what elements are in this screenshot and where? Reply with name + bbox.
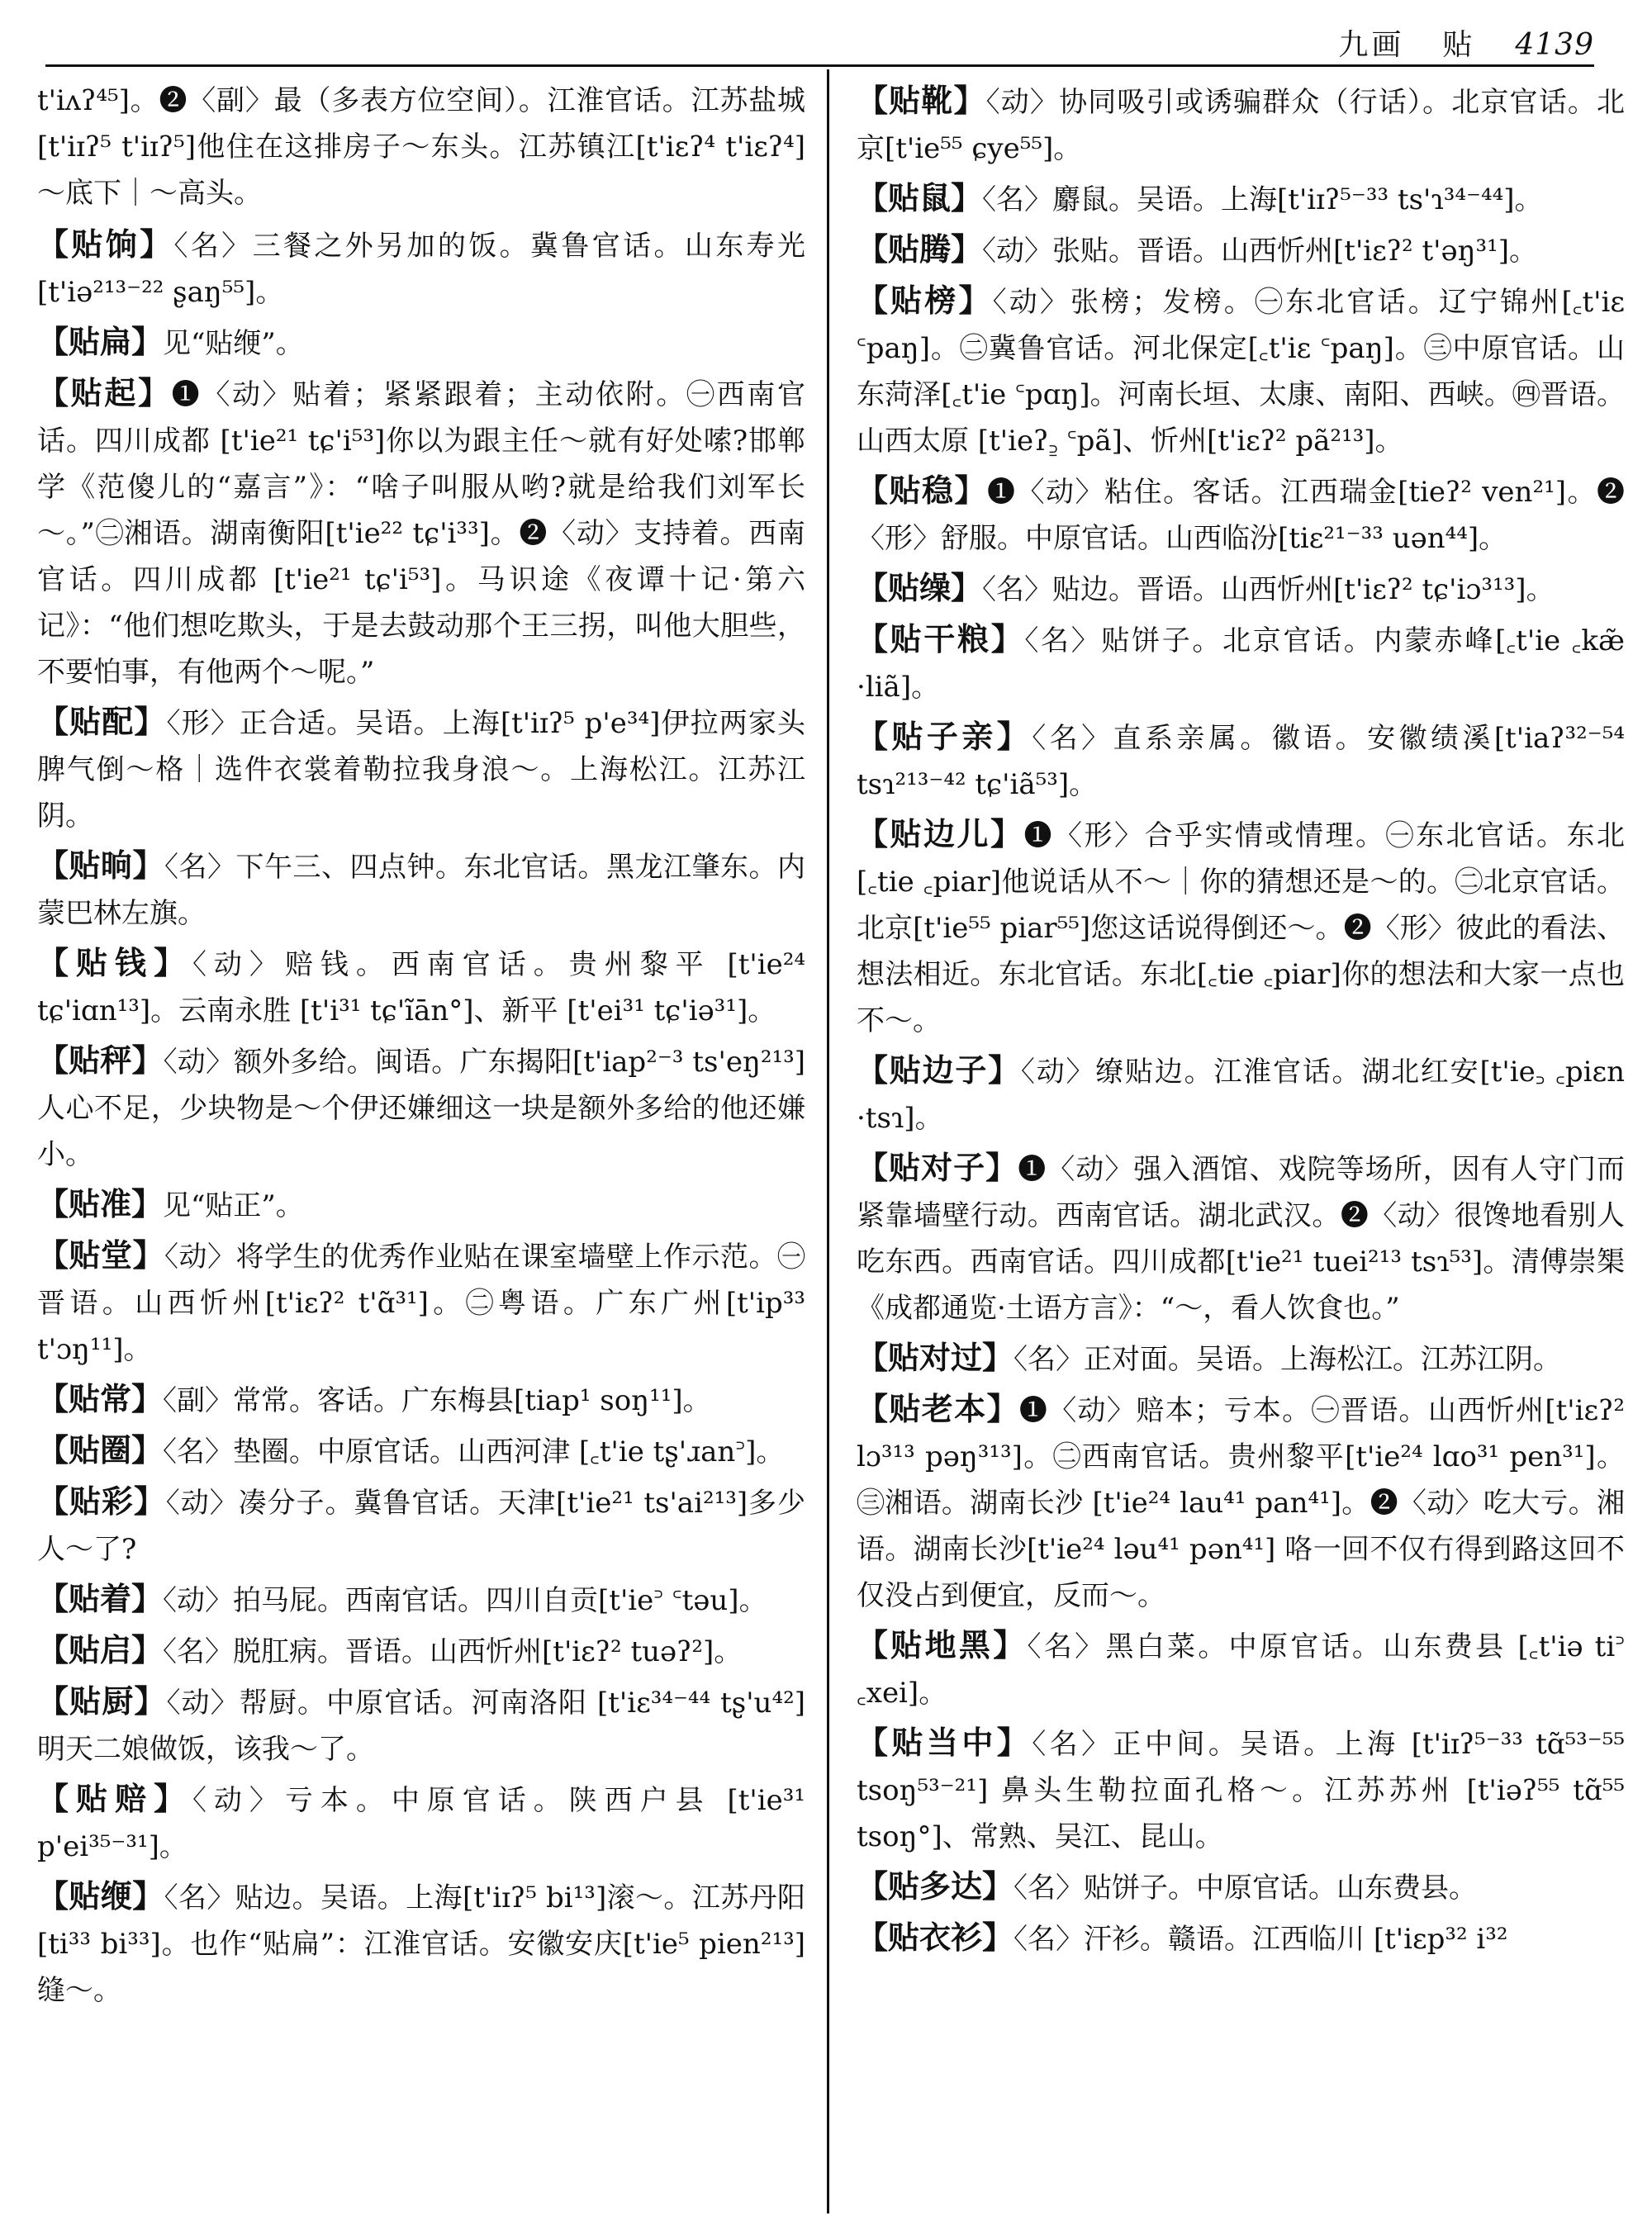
dictionary-entry (857, 1914, 1625, 1962)
entry-headword: 【贴准】 (37, 1185, 164, 1222)
entry-headword: 【贴扁】 (37, 323, 164, 360)
dictionary-entry (857, 278, 1625, 464)
entry-definition: 〈动〉额外多给。闽语。广东揭阳[t'iap²⁻³ ts'eŋ²¹³] 人心不足，少块物是～个伊还嫌细这一块是额外多给的他还嫌小。 (37, 1046, 805, 1171)
entry-definition: 〈动〉帮厨。中原官话。河南洛阳 [t'iɛ³⁴⁻⁴⁴ tʂ'u⁴²]明天二娘做饭，该我～了。 (37, 1687, 805, 1766)
page-header (45, 18, 1594, 62)
entry-headword: 【贴堂】 (37, 1236, 164, 1274)
dictionary-entry (37, 1678, 805, 1772)
header-section: 九画 (1338, 28, 1405, 62)
entry-definition: 〈动〉缭贴边。江淮官话。湖北红安[t'ie꜆ ꜀piɛn ·tsɿ]。 (857, 1056, 1625, 1135)
entry-headword: 【贴启】 (37, 1631, 164, 1668)
entry-definition: 〈名〉贴边。吴语。上海[t'iɪʔ⁵ bi¹³]滚～。江苏丹阳[ti³³ bi³³]。也作“贴扁”：江淮官话。安徽安庆[t'ie⁵ pien²¹³]缝～。 (37, 1881, 805, 2007)
dictionary-entry (37, 78, 805, 216)
entry-headword: 【贴多达】 (857, 1867, 1014, 1905)
entry-headword: 【贴秤】 (37, 1041, 164, 1079)
dictionary-entry (857, 1720, 1625, 1860)
dictionary-entry (857, 1047, 1625, 1141)
entry-definition: 〈动〉亏本。中原官话。陕西户县 [t'ie³¹ p'ei³⁵⁻³¹]。 (37, 1784, 805, 1863)
entry-definition: 〈动〉协同吸引或诱骗群众（行话）。北京官话。北京[t'ie⁵⁵ ɕye⁵⁵]。 (857, 86, 1625, 165)
entry-definition: 〈名〉脱肛病。晋语。山西忻州[t'iɛʔ² tuəʔ²]。 (163, 1635, 743, 1668)
dictionary-entry (37, 1627, 805, 1675)
entry-definition: 〈动〉张贴。晋语。山西忻州[t'iɛʔ² t'əŋ³¹]。 (982, 235, 1537, 268)
entry-headword: 【贴腾】 (857, 230, 983, 268)
entry-definition: 〈动〉赔钱。西南官话。贵州黎平 [t'ie²⁴ tɕ'iɑn¹³]。云南永胜 [t'i³¹ tɕ'ĩān°]、新平 [t'ei³¹ tɕ'iə³¹]。 (37, 948, 805, 1027)
dictionary-entry (857, 616, 1625, 710)
dictionary-entry (37, 1232, 805, 1373)
entry-definition: 〈名〉垫圈。中原官话。山西河津 [꜀t'ie tʂ'ɹan꜄]。 (163, 1435, 785, 1468)
entry-headword: 【贴缲】 (857, 569, 983, 606)
entry-definition: 〈名〉贴饼子。北京官话。内蒙赤峰[꜀t'ie ꜀kæ̃ ·liã]。 (857, 624, 1625, 704)
entry-headword: 【贴衣衫】 (857, 1919, 1014, 1956)
dictionary-entry (857, 467, 1625, 562)
dictionary-entry (857, 565, 1625, 613)
entry-headword: 【贴着】 (37, 1580, 164, 1617)
entry-definition: 见“贴缏”。 (163, 327, 304, 360)
entry-headword: 【贴彩】 (37, 1483, 166, 1520)
entry-definition: 〈动〉凑分子。冀鲁官话。天津[t'ie²¹ ts'ai²¹³]多少人～了? (37, 1487, 805, 1566)
entry-definition: 〈名〉三餐之外另加的饭。冀鲁官话。山东寿光[t'iə²¹³⁻²² ʂaŋ⁵⁵]。 (37, 230, 805, 309)
entry-headword: 【贴当中】 (857, 1724, 1032, 1761)
dictionary-entry (37, 1181, 805, 1229)
dictionary-entry (37, 1873, 805, 2014)
dictionary-entry (37, 1576, 805, 1624)
header-rule (45, 64, 1594, 67)
entry-definition: 〈名〉贴饼子。中原官话。山东费县。 (1014, 1872, 1478, 1905)
entry-headword: 【贴子亲】 (857, 718, 1032, 755)
dictionary-entry (857, 1386, 1625, 1619)
entry-definition: ❶〈动〉贴着；紧紧跟着；主动依附。㊀西南官话。四川成都 [t'ie²¹ tɕ'i⁵³]你以为跟主任～就有好处嗦?邯郸学《范傻儿的“嘉言”》：“啥子叫服从哟?就是给我们刘军长～。”㊁湘语。湖南衡阳[t'ie²² tɕ'i³³]。❷〈动〉支持着。西南官话。四川成都 [t'ie²¹ tɕ'i⁵³]。马识途《夜谭十记·第六记》：“他们想吃欺头，于是去鼓动那个王三拐，叫他大胆些，不要怕事，有他两个～呢。” (37, 378, 805, 689)
entry-definition: 〈名〉正中间。吴语。上海 [t'iɪʔ⁵⁻³³ tɑ̃⁵³⁻⁵⁵ tsoŋ⁵³⁻²¹] 鼻头生勒拉面孔格～。江苏苏州 [t'iəʔ⁵⁵ tɑ̃⁵⁵ tsoŋ°]、常熟、吴江、昆山。 (857, 1728, 1625, 1853)
entry-definition: 〈名〉贴边。晋语。山西忻州[t'iɛʔ² tɕ'iɔ³¹³]。 (982, 573, 1555, 606)
entry-definition: ❶〈形〉合乎实情或情理。㊀东北官话。东北[꜀tie ꜀piar]他说话从不～｜你的猜想还是～的。㊁北京官话。北京[t'ie⁵⁵ piar⁵⁵]您这话说得倒还～。❷〈形〉彼此的看法、想法相近。东北官话。东北[꜀tie ꜀piar]你的想法和大家一点也不～。 (857, 819, 1625, 1037)
dictionary-entry (37, 842, 805, 937)
entry-headword: 【贴边儿】 (857, 815, 1024, 852)
entry-headword: 【贴鼠】 (857, 179, 983, 216)
entry-headword: 【贴钱】 (37, 944, 192, 981)
entry-definition: 〈动〉将学生的优秀作业贴在课室墙壁上作示范。㊀晋语。山西忻州[t'iɛʔ² t'ɑ̃³¹]。㊁粤语。广东广州[t'ip³³ t'ɔŋ¹¹]。 (37, 1241, 805, 1366)
entry-definition: 〈副〉常常。客话。广东梅县[tiap¹ soŋ¹¹]。 (163, 1384, 711, 1417)
entry-headword: 【贴常】 (37, 1380, 164, 1417)
dictionary-entry (37, 370, 805, 695)
page-number: 4139 (1515, 28, 1594, 62)
entry-definition: 〈名〉正对面。吴语。上海松江。江苏江阴。 (1014, 1343, 1562, 1376)
dictionary-entry (857, 1863, 1625, 1911)
dictionary-entry (37, 699, 805, 839)
entry-headword: 【贴缏】 (37, 1877, 164, 1914)
dictionary-entry (857, 175, 1625, 223)
right-column (857, 78, 1625, 2213)
dictionary-entry (857, 714, 1625, 808)
entry-definition: 〈名〉汗衫。赣语。江西临川 [t'iɛp³² i³² (1014, 1923, 1508, 1956)
entry-definition: t'iʌʔ⁴⁵]。❷〈副〉最（多表方位空间）。江淮官话。江苏盐城[t'iɪʔ⁵ t'iɪʔ⁵]他住在这排房子～东头。江苏镇江[t'iɛʔ⁴ t'iɛʔ⁴]～底下｜～高头。 (37, 84, 805, 210)
entry-headword: 【贴老本】 (857, 1390, 1019, 1427)
entry-definition: 〈动〉张榜；发榜。㊀东北官话。辽宁锦州[꜀t'iɛ ꜂paŋ]。㊁冀鲁官话。河北保定[꜀t'iɛ ꜂paŋ]。㊂中原官话。山东菏泽[꜀t'ie ꜂pɑŋ]。河南长垣、太康、南阳、西峡。㊃晋语。山西太原 [t'ieʔ꜇ ꜂pã]、忻州[t'iɛʔ² pã²¹³]。 (857, 286, 1625, 458)
dictionary-entry (37, 940, 805, 1034)
dictionary-entry (37, 221, 805, 316)
entry-definition: ❶〈动〉粘住。客话。江西瑞金[tieʔ² ven²¹]。❷〈形〉舒服。中原官话。山西临汾[tiɛ²¹⁻³³ uən⁴⁴]。 (857, 476, 1625, 555)
entry-headword: 【贴起】 (37, 374, 172, 411)
entry-headword: 【贴配】 (37, 703, 167, 740)
entry-headword: 【贴稳】 (857, 472, 988, 509)
dictionary-entry (37, 1478, 805, 1573)
header-head-char: 贴 (1442, 28, 1478, 62)
entry-headword: 【贴赔】 (37, 1780, 192, 1817)
dictionary-entry (37, 1427, 805, 1475)
entry-definition: ❶〈动〉赔本；亏本。㊀晋语。山西忻州[t'iɛʔ² lɔ³¹³ pəŋ³¹³]。㊁西南官话。贵州黎平[t'ie²⁴ lɑo³¹ pen³¹]。㊂湘语。湖南长沙 [t'ie²⁴ lau⁴¹ pan⁴¹]。❷〈动〉吃大亏。湘语。湖南长沙[t'ie²⁴ ləu⁴¹ pən⁴¹] 咯一回不仅冇得到路这回不仅没占到便宜，反而～。 (857, 1394, 1625, 1612)
entry-headword: 【贴对子】 (857, 1149, 1018, 1186)
entry-definition: 〈名〉黑白菜。中原官话。山东费县 [꜀t'iə ti꜄ ꜀xei]。 (857, 1630, 1625, 1710)
entry-headword: 【贴边子】 (857, 1051, 1021, 1089)
entry-definition: 〈名〉麝鼠。吴语。上海[t'iɪʔ⁵⁻³³ ts'ɿ³⁴⁻⁴⁴]。 (982, 183, 1543, 216)
entry-headword: 【贴干粮】 (857, 620, 1025, 657)
running-head (1338, 21, 1594, 64)
dictionary-entry (857, 1335, 1625, 1383)
dictionary-entry (37, 1037, 805, 1178)
dictionary-entry (857, 1145, 1625, 1331)
entry-definition: 〈动〉拍马屁。西南官话。四川自贡[t'ie꜄ ꜂tәu]。 (163, 1584, 767, 1617)
entry-headword: 【贴靴】 (857, 82, 986, 119)
dictionary-entry (857, 78, 1625, 172)
column-divider (827, 69, 829, 2213)
entry-headword: 【贴榜】 (857, 282, 993, 319)
dictionary-entry (857, 226, 1625, 274)
entry-definition: 〈形〉正合适。吴语。上海[t'iɪʔ⁵ p'e³⁴]伊拉两家头脾气倒～格｜选件衣裳着勒拉我身浪～。上海松江。江苏江阴。 (37, 707, 805, 833)
entry-headword: 【贴厨】 (37, 1682, 167, 1720)
entry-headword: 【贴地黑】 (857, 1626, 1028, 1663)
dictionary-entry (857, 811, 1625, 1044)
entry-definition: 〈名〉直系亲属。徽语。安徽绩溪[t'iaʔ³²⁻⁵⁴ tsɿ²¹³⁻⁴² tɕ'iã⁵³]。 (857, 722, 1625, 801)
entry-definition: 〈名〉下午三、四点钟。东北官话。黑龙江肇东。内蒙巴林左旗。 (37, 851, 805, 930)
left-column (37, 78, 805, 2213)
entry-definition: ❶〈动〉强入酒馆、戏院等场所，因有人守门而紧靠墙壁行动。西南官话。湖北武汉。❷〈动〉很馋地看别人吃东西。西南官话。四川成都[t'ie²¹ tuei²¹³ tsɿ⁵³]。清傅崇榘《成都通览·土语方言》：“～，看人饮食也。” (857, 1153, 1625, 1325)
dictionary-entry (857, 1622, 1625, 1716)
entry-definition: 见“贴正”。 (163, 1189, 304, 1222)
entry-headword: 【贴圈】 (37, 1431, 164, 1468)
dictionary-entry (37, 1776, 805, 1870)
entry-headword: 【贴对过】 (857, 1339, 1014, 1376)
entry-headword: 【贴饷】 (37, 225, 174, 263)
entry-headword: 【贴晌】 (37, 847, 164, 884)
dictionary-entry (37, 319, 805, 367)
dictionary-entry (37, 1376, 805, 1424)
